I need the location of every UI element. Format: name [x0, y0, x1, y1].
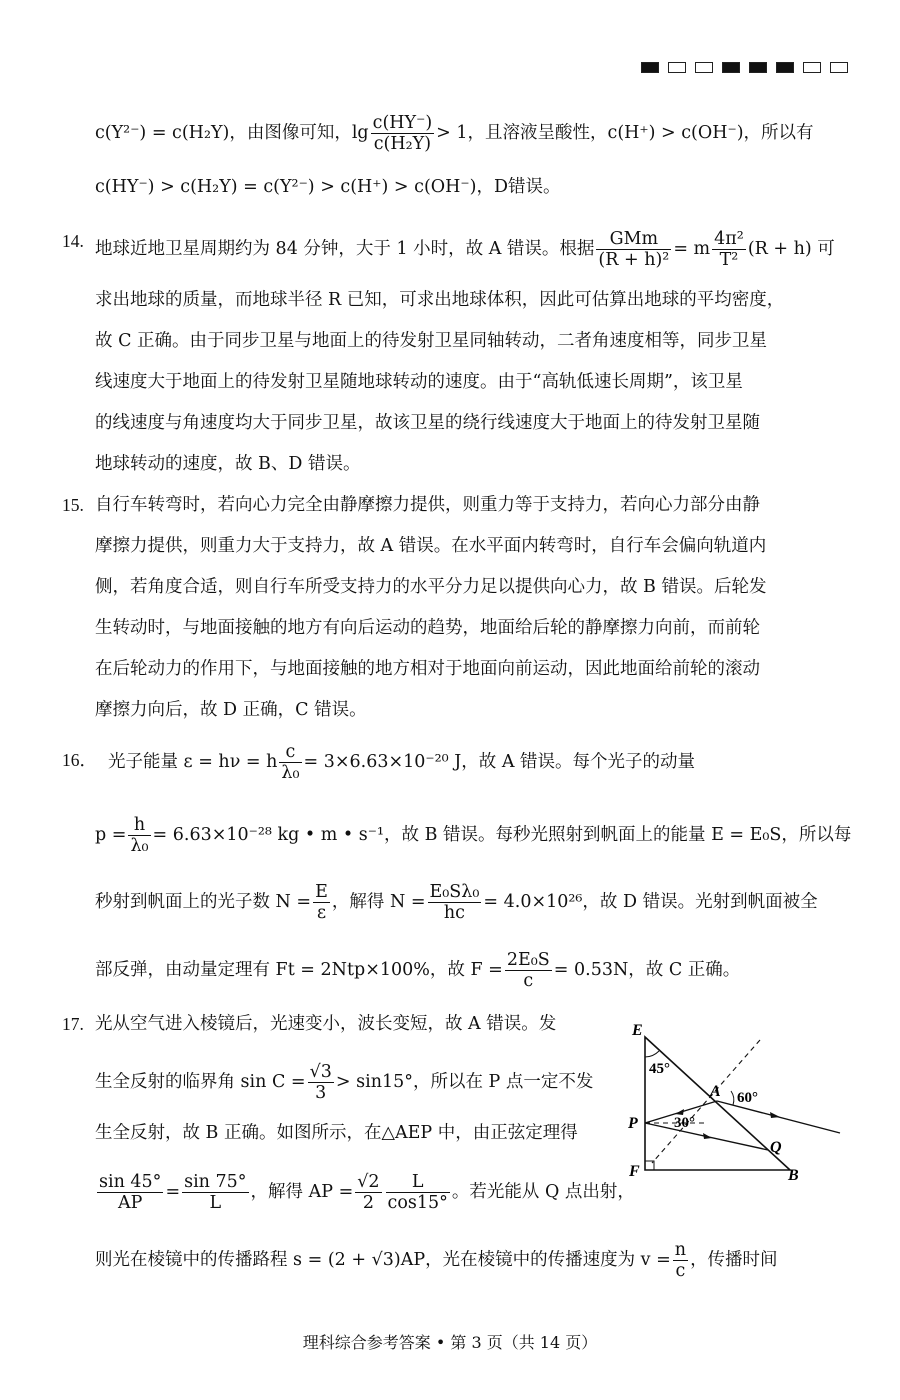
p13-line-2: c(HY⁻) > c(H₂Y) = c(Y²⁻) > c(H⁺) > c(OH⁻)，D错误。 [95, 177, 561, 197]
q17-fraction-6 [673, 1240, 688, 1281]
fraction-denominator: T² [719, 250, 739, 270]
q15-line-1: 自行车转弯时，若向心力完全由静摩擦力提供，则重力等于支持力，若向心力部分由静 [95, 495, 760, 515]
q17-fraction-1 [308, 1062, 334, 1103]
label-B: B [788, 1167, 799, 1184]
fraction-denominator: 2 [362, 1193, 374, 1213]
fraction-denominator: c [675, 1261, 686, 1281]
q15-number: 15. [62, 495, 84, 515]
q14-text-mid: = m [673, 239, 711, 259]
q16-line-3 [95, 882, 818, 923]
q16-text-d: = 6.63×10⁻²⁸ kg • m • s⁻¹，故 B 错误。每秒光照射到帆面上的能量 E = E₀S，所以每 [152, 825, 852, 845]
q17-fraction-2 [97, 1172, 163, 1213]
q16-fraction-2 [128, 815, 150, 856]
q17-text-c: ，解得 AP = [250, 1182, 354, 1202]
p13-fraction [371, 113, 435, 154]
q17-line-1: 光从空气进入棱镜后，光速变小，波长变短，故 A 错误。发 [95, 1014, 557, 1034]
p13-text-b: > 1，且溶液呈酸性，c(H⁺) > c(OH⁻)，所以有 [436, 123, 814, 143]
angle-label-60: 60° [737, 1090, 758, 1106]
fraction-numerator: h [128, 815, 150, 836]
fraction-denominator: (R + h)² [598, 250, 670, 270]
fraction-denominator: hc [443, 903, 465, 923]
q16-fraction-3 [313, 882, 330, 923]
fraction-denominator: AP [118, 1193, 143, 1213]
q14-line-5: 的线速度与角速度均大于同步卫星，故该卫星的绕行线速度大于地面上的待发射卫星随 [95, 413, 760, 433]
q16-number: 16． [62, 750, 97, 770]
q16-text-i: = 0.53N，故 C 正确。 [553, 960, 741, 980]
angle-label-45: 45° [649, 1061, 670, 1077]
q15-line-5: 在后轮动力的作用下，与地面接触的地方相对于地面向前运动，因此地面给前轮的滚动 [95, 659, 760, 679]
label-A: A [710, 1083, 721, 1100]
q16-fraction-4 [428, 882, 482, 923]
q14-line-3: 故 C 正确。由于同步卫星与地面上的待发射卫星同轴转动，二者角速度相等，同步卫星 [95, 331, 768, 351]
q15-line-2: 摩擦力提供，则重力大于支持力，故 A 错误。在水平面内转弯时，自行车会偏向轨道内 [95, 536, 767, 556]
header-marks [641, 62, 848, 73]
fraction-numerator: L [386, 1172, 450, 1193]
q17-line-4 [95, 1172, 635, 1213]
fraction-denominator: λ₀ [281, 763, 300, 783]
q17-text-f: ，传播时间 [690, 1250, 778, 1270]
label-Q: Q [770, 1139, 782, 1156]
p13-line-1 [95, 113, 814, 154]
header-mark [776, 62, 794, 73]
label-E: E [632, 1022, 643, 1039]
q17-equals: = [165, 1182, 181, 1202]
page-footer: 理科综合参考答案 • 第 3 页（共 14 页） [302, 1333, 598, 1352]
incident-arrow [770, 1112, 780, 1118]
ray-arrow-2 [703, 1133, 712, 1139]
fraction-numerator: E₀Sλ₀ [429, 882, 480, 902]
q16-text-e: 秒射到帆面上的光子数 N = [95, 892, 312, 912]
fraction-numerator: c [279, 742, 301, 763]
fraction-numerator: 4π² [714, 229, 744, 249]
fraction-denominator: L [209, 1193, 222, 1213]
q16-fraction-5 [505, 950, 552, 991]
fraction-numerator: GMm [596, 229, 671, 250]
header-mark [749, 62, 767, 73]
header-mark [668, 62, 686, 73]
prism-figure [620, 1015, 850, 1190]
q17-fraction-5 [386, 1172, 450, 1213]
q17-text-b: > sin15°，所以在 P 点一定不发 [335, 1072, 594, 1092]
header-mark [641, 62, 659, 73]
q14-line-6: 地球转动的速度，故 B、D 错误。 [95, 454, 361, 474]
q16-text-c: p = [95, 825, 127, 845]
q17-line-2 [95, 1062, 593, 1103]
fraction-denominator: ε [316, 903, 327, 923]
fraction-numerator: sin 45° [99, 1172, 162, 1192]
q17-number: 17. [62, 1014, 84, 1034]
fraction-numerator: 2E₀S [506, 950, 550, 970]
q17-text-a: 生全反射的临界角 sin C = [95, 1072, 306, 1092]
q16-text-h: 部反弹，由动量定理有 Ft = 2Ntp×100%，故 F = [95, 960, 503, 980]
fraction-denominator: c [523, 971, 534, 991]
q16-line-4 [95, 950, 740, 991]
fraction-denominator: c(H₂Y) [373, 134, 432, 154]
label-F: F [629, 1163, 640, 1180]
header-mark [695, 62, 713, 73]
q14-fraction-2 [712, 229, 746, 270]
q17-text-d: 。若光能从 Q 点出射， [451, 1182, 635, 1202]
q14-line-1 [95, 229, 835, 270]
q14-text-a: 地球近地卫星周期约为 84 分钟，大于 1 小时，故 A 错误。根据 [95, 239, 595, 259]
q16-text-a: 光子能量 ε = hν = h [108, 752, 278, 772]
q16-text-b: = 3×6.63×10⁻²⁰ J，故 A 错误。每个光子的动量 [303, 752, 696, 772]
fraction-numerator: n [674, 1240, 687, 1260]
q14-number: 14. [62, 231, 84, 251]
q15-line-3: 侧，若角度合适，则自行车所受支持力的水平分力足以提供向心力，故 B 错误。后轮发 [95, 577, 767, 597]
label-P: P [628, 1115, 638, 1132]
fraction-numerator: √2 [357, 1172, 380, 1192]
fraction-numerator: sin 75° [184, 1172, 247, 1192]
q17-line-5 [95, 1240, 778, 1281]
fraction-numerator: c(HY⁻) [372, 113, 433, 133]
fraction-denominator: 3 [315, 1083, 327, 1103]
q14-line-2: 求出地球的质量，而地球半径 R 已知，可求出地球体积，因此可估算出地球的平均密度， [95, 290, 785, 310]
q16-text-g: = 4.0×10²⁶，故 D 错误。光射到帆面被全 [483, 892, 818, 912]
header-mark [830, 62, 848, 73]
q15-line-4: 生转动时，与地面接触的地方有向后运动的趋势，地面给后轮的静摩擦力向前，而前轮 [95, 618, 760, 638]
header-mark [803, 62, 821, 73]
header-mark [722, 62, 740, 73]
q17-fraction-4 [355, 1172, 381, 1213]
q16-line-2 [95, 815, 851, 856]
q14-text-b: (R + h) 可 [747, 239, 835, 259]
q15-line-6: 摩擦力向后，故 D 正确，C 错误。 [95, 700, 367, 720]
q16-line-1 [108, 742, 695, 783]
q17-line-3: 生全反射，故 B 正确。如图所示，在△AEP 中，由正弦定理得 [95, 1123, 578, 1143]
fraction-numerator: √3 [309, 1062, 332, 1082]
q16-text-f: ，解得 N = [331, 892, 426, 912]
fraction-denominator: cos15° [387, 1193, 448, 1213]
angle-arc-e [645, 1051, 659, 1057]
fraction-numerator: E [315, 882, 328, 902]
prism-outline [645, 1037, 790, 1170]
q14-fraction-1 [596, 229, 671, 270]
p13-text-a: c(Y²⁻) = c(H₂Y)，由图像可知，lg [95, 123, 369, 143]
q14-line-4: 线速度大于地面上的待发射卫星随地球转动的速度。由于“高轨低速长周期”，该卫星 [95, 372, 743, 392]
fraction-denominator: λ₀ [130, 836, 149, 856]
q17-text-e: 则光在棱镜中的传播路程 s = (2 + √3)AP，光在棱镜中的传播速度为 v = [95, 1250, 671, 1270]
q16-fraction-1 [279, 742, 301, 783]
q17-fraction-3 [182, 1172, 248, 1213]
angle-label-30: 30° [674, 1115, 695, 1131]
angle-arc-a [731, 1091, 734, 1105]
